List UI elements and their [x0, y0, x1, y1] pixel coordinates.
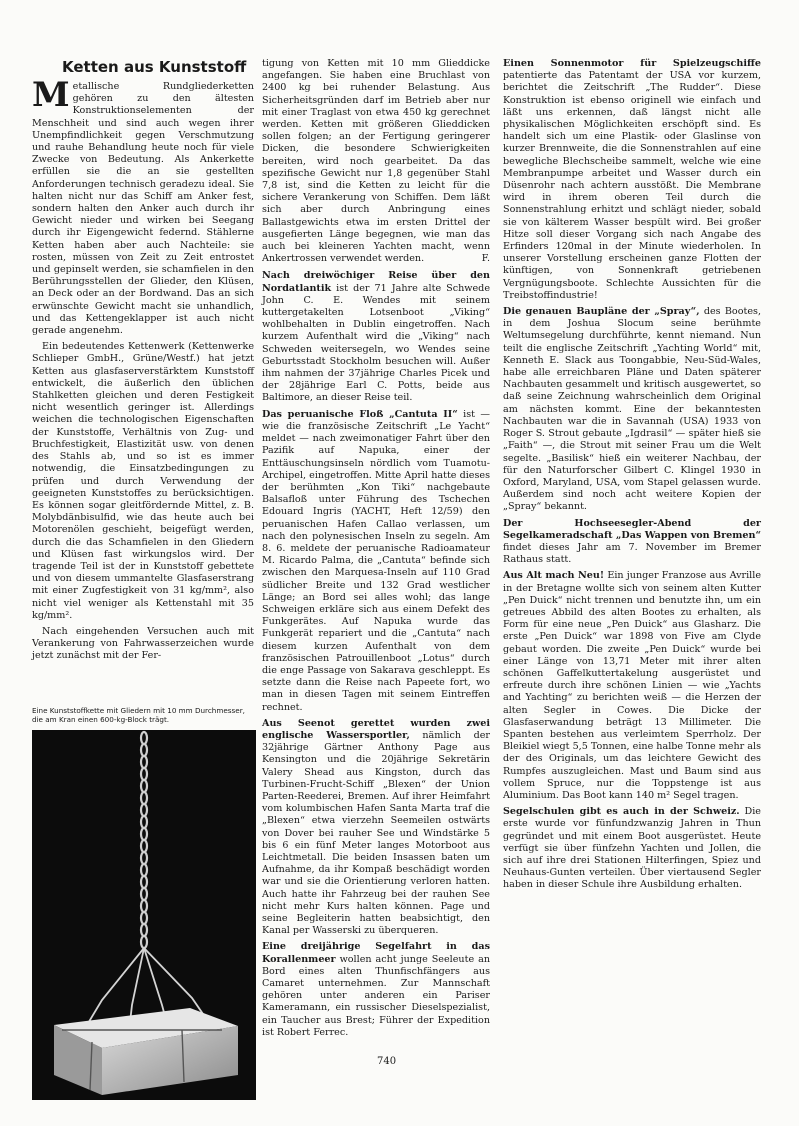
- column-right: [503, 58, 761, 896]
- column-middle: [262, 58, 490, 1043]
- news-2-lead: Das peruanische Floß „Cantuta II“: [262, 408, 458, 420]
- news-7-lead: Der Hochseesegler-Abend der Segelkameradschaft „Das Wappen von Bremen“: [503, 517, 762, 541]
- news-4-text: wollen acht junge Seeleute an Bord eines alten Thunfischfängers aus Camaret unternehmen. Zur Mannschaft gehören unter anderen ein Pariser Kameramann, ein russischer Dieselspezialist, ein Taucher aus Brest; Führer der Expedition ist Robert Ferrec.: [262, 953, 490, 1038]
- chain-photo: [32, 730, 256, 1100]
- news-9-lead: Segelschulen gibt es auch in der Schweiz.: [503, 806, 740, 818]
- news-item-9: [503, 806, 761, 891]
- page-number: 740: [377, 1056, 397, 1067]
- news-6-lead: Die genauen Baupläne der „Spray“,: [503, 306, 700, 318]
- article-p3-text: Nach eingehenden Versuchen auch mit Verankerung von Fahrwasserzeichen wurde jetzt zunächst mit der Fer-: [32, 625, 254, 662]
- signature: F.: [481, 253, 490, 265]
- article-headline: Ketten aus Kunststoff: [62, 58, 247, 76]
- article-paragraph-1: [32, 75, 254, 337]
- news-4-lead: Eine dreijährige Segelfahrt in das Korallenmeer: [262, 941, 490, 965]
- article-paragraph-3: [32, 626, 254, 663]
- news-item-3: [262, 718, 490, 938]
- column-left: [32, 58, 254, 667]
- news-8-lead: Aus Alt mach Neu!: [503, 570, 605, 582]
- news-item-5: [503, 58, 761, 302]
- chain-illustration: [32, 730, 256, 1100]
- news-2-text: ist — wie die französische Zeitschrift „Le Yacht“ meldet — nach zweimonatiger Fahrt über den Pazifik auf Napuka, einer der Enttäuschungsinseln nördlich vom Tuamotu-Archipel, eingetroffen. Mitte April hatte dieses der berühmten „Kon Tiki“ nachgebaute Balsafloß unter Führung des Tschechen Edouard Ingris (YACHT, Heft 12/59) den peruanischen Hafen Callao verlassen, um nach den polynesischen Inseln zu segeln. Am 8. 6. meldete der peruanische Radioamateur M. Ricardo Palma, die „Cantuta“ befinde sich zwischen den Marquesa-Inseln auf 110 Grad südlicher Breite und 132 Grad westlicher Länge; an Bord sei alles wohl; das lange Schweigen erkläre sich aus einem Defekt des Funkgerätes. Auf Napuka wurde das Funkgerät repariert und die „Cantuta“ nach diesem kurzen Aufenthalt von dem französischen Patrouillenboot „Lotus“ durch die enge Passage von Sakarava geschleppt. Es setzte dann die Reise nach Papeete fort, wo man in diesen Tagen mit seinem Eintreffen rechnet.: [262, 408, 490, 713]
- photo-caption: Eine Kunststoffkette mit Gliedern mit 10 mm Durchmesser, die am Kran einen 600-kg-Block trägt.: [32, 706, 245, 724]
- news-item-1: [262, 270, 490, 404]
- news-item-2: [262, 409, 490, 714]
- news-item-8: [503, 570, 761, 802]
- article-paragraph-2: Ein bedeutendes Kettenwerk (Kettenwerke Schlieper GmbH., Grüne/Westf.) hat jetzt Ketten aus glasfaserverstärktem Kunststoff entwickelt, die äußerlich den üblichen Stahlketten gleichen und deren Festigkeit nicht wesentlich geringer ist. Allerdings weichen die technologischen Eigenschaften der Kunststoffe, Verhältnis von Zug- und Bruchfestigkeit, Elastizität usw. von denen des Stahls ab, und so ist es immer notwendig, die Einsatzbedingungen zu prüfen und durch Verwendung der geeigneten Kunststoffes zu berücksichtigen. Es können sogar gleitfördernde Mittel, z. B. Molybdänbisulfid, wie das heute auch bei Motorenölen geschieht, beigefügt werden, durch die das Schamfielen in den Gliedern und Klüsen fast wirkungslos wird. Der tragende Teil ist der in Kunststoff gebettete und von diesem ummantelte Glasfaserstrang mit einer Zugfestigkeit von 31 kg/mm², also nicht viel weniger als Kettenstahl mit 35 kg/mm².: [32, 341, 254, 621]
- news-5-text: patentierte das Patentamt der USA vor kurzem, berichtet die Zeitschrift „The Rudder“. Diese Konstruktion ist ebenso originell wie einfach und läßt uns erkennen, daß längst nicht alle physikalischen Möglichkeiten erschöpft sind. Es handelt sich um eine Plastik- oder Glaslinse von kurzer Brennweite, die die Sonnenstrahlen auf eine bewegliche Blechscheibe sammelt, welche wie eine Membranpumpe arbeitet und Wasser durch ein Düsenrohr nach achtern ausstößt. Die Membrane wird in ihrem oberen Teil durch die Sonnenstrahlung erhitzt und schlägt nieder, sobald sie von kälterem Wasser bespült wird. Bei großer Hitze soll dieser Vorgang sich nach Angabe des Erfinders 120mal in der Minute wiederholen. In unserer Vorstellung erscheinen ganze Flotten der künftigen, von Sonnenkraft getriebenen Vergnügungsboote. Schlechte Aussichten für die Treibstoffindustrie!: [503, 70, 761, 301]
- article-p1-text: etallische Rundgliederketten gehören zu den ältesten Konstruktionselementen der Menschheit und sind auch wegen ihrer Unempfindlichkeit gegen Verschmutzung und rauhe Behandlung heute noch für viele Zwecke von Bedeutung. Als Ankerkette erfüllen sie die an sie gestellten Anforderungen technisch geradezu ideal. Sie halten nicht nur das Schiff am Anker fest, sondern halten den Anker auch durch ihr Gewicht nieder und wirken bei Seegang durch ihr Eigengewicht federnd. Stählerne Ketten haben aber auch Nachteile: sie rosten, müssen von Zeit zu Zeit entrostet und gepinselt werden, sie schamfielen in den Berührungsstellen der Glieder, den Klüsen, an Deck oder an der Bordwand. Das an sich erwünschte Gewicht macht sie unhandlich, und das Kettengeklapper ist auch nicht gerade angenehm.: [32, 81, 254, 337]
- article-p3-continued: tigung von Ketten mit 10 mm Glieddicke angefangen. Sie haben eine Bruchlast von 2400 kg bei ruhender Belastung. Aus Sicherheitsgründen darf im Betrieb aber nur mit einer Traglast von etwa 450 kg gerechnet werden. Ketten mit größeren Glieddicken sollen folgen; an der Fertigung geringerer Dicken, die besondere Schwierigkeiten bereiten, wird noch gearbeitet. Da das spezifische Gewicht nur 1,8 gegenüber Stahl 7,8 ist, sind die Ketten zu leicht für die sichere Verankerung von Schiffen. Dem läßt sich aber durch Anbringung eines Ballastgewichts etwa im ersten Drittel der ausgefierten Länge begegnen, wie man das auch bei kleineren Yachten macht, wenn Ankertrossen verwendet werden.: [262, 58, 490, 265]
- news-5-lead: Einen Sonnenmotor für Spielzeugschiffe: [503, 58, 761, 69]
- news-9-text: Die erste wurde vor fünfundzwanzig Jahren in Thun gegründet und mit einem Boot ausgerüstet. Heute verfügt sie über fünfzehn Yachten und Jollen, die sich auf ihre drei Stationen Hilterfingen, Spiez und Neuhaus-Gunten verteilen. Über viertausend Segler haben in dieser Schule ihre Ausbildung erhalten.: [503, 806, 761, 891]
- drop-cap: M: [32, 75, 70, 115]
- news-item-7: [503, 518, 761, 567]
- news-8-text: Ein junger Franzose aus Avrille in der Bretagne wollte sich von seinem alten Kutter „Pen Duick“ nicht trennen und benutzte ihn, um ein getreues Abbild des alten Bootes zu erhalten, als Form für eine neue „Pen Duick“ aus Glasharz. Die erste „Pen Duick“ war 1898 von Five am Clyde gebaut worden. Die zweite „Pen Duick“ wurde bei einer Länge von 13,71 Meter mit ihrer alten schönen Gaffelkuttertakelung ausgerüstet und erfreute durch ihre schönen Linien — wie „Yachts and Yachting“ zu berichten weiß — die Herzen der alten Segler in Cowes. Die Dicke der Glasfaserwandung beträgt 13 Millimeter. Die Spanten bestehen aus verleimtem Sperrholz. Der Bleikiel wiegt 5,5 Tonnen, eine halbe Tonne mehr als der des Originals, um das leichtere Gewicht des Rumpfes auszugleichen. Mast und Baum sind aus vollem Spruce, nur die Toppstenge ist aus Aluminium. Das Boot kann 140 m² Segel tragen.: [503, 570, 761, 801]
- news-item-4: [262, 941, 490, 1039]
- news-item-6: [503, 306, 761, 513]
- news-1-text: ist der 71 Jahre alte Schwede John C. E. Wendes mit seinem kuttergetakelten Lotsenboot „Viking“ wohlbehalten in Dublin eingetroffen. Nach kurzem Aufenthalt wird die „Viking“ nach Schweden weitersegeln, wo Wendes seine Geburtsstadt Stockholm besuchen will. Außer ihm nahmen der 37jährige Charles Picek und der 28jährige Earl C. Potts, beide aus Baltimore, an dieser Reise teil.: [262, 282, 490, 404]
- article-continuation: [262, 58, 490, 265]
- news-3-text: nämlich der 32jährige Gärtner Anthony Page aus Kensington und die 20jährige Sekretärin Valery Shead aus Kingston, durch das Turbinen-Frucht-Schiff „Blexen“ der Union Parten-Reederei, Bremen. Auf ihrer Heimfahrt vom kolumbischen Hafen Santa Marta traf die „Blexen“ etwa vierzehn Seemeilen ostwärts von Dover bei rauher See und Windstärke 5 bis 6 ein fünf Meter langes Motorboot aus Leichtmetall. Die beiden Insassen baten um Aufnahme, da ihr Kompaß beschädigt worden war und sie die Orientierung verloren hatten. Auch hatte ihr Fahrzeug bei der rauhen See nicht mehr Kurs halten können. Page und seine Begleiterin hatten beabsichtigt, den Kanal per Wasserski zu überqueren.: [262, 729, 490, 937]
- news-3-lead: Aus Seenot gerettet wurden zwei englische Wassersportler,: [262, 717, 490, 741]
- news-7-text: findet dieses Jahr am 7. November im Bremer Rathaus statt.: [503, 541, 761, 566]
- news-6-text: des Bootes, in dem Joshua Slocum seine berühmte Weltumsegelung durchführte, kennt niemand. Nun teilt die englische Zeitschrift „Yachting World“ mit, Kenneth E. Slack aus Toongabbie, Neu-Süd-Wales, habe alle erreichbaren Pläne und Daten späterer Nachbauten gesammelt und kritisch ausgewertet, so daß seine Zeichnung wahrscheinlich dem Original am nächsten kommt. Eine der bekanntesten Nachbauten war die in Savannah (USA) 1933 von Roger S. Strout gebaute „Igdrasil“ — später hieß sie „Faith“ —, die Strout mit seiner Frau um die Welt segelte. „Basilisk“ hieß ein weiterer Nachbau, der für den Naturforscher Gilbert C. Klingel 1930 in Oxford, Maryland, USA, vom Stapel gelassen wurde. Außerdem sind noch acht weitere Kopien der „Spray“ bekannt.: [503, 306, 761, 513]
- news-1-lead: Nach dreiwöchiger Reise über den Nordatlantik: [262, 270, 490, 294]
